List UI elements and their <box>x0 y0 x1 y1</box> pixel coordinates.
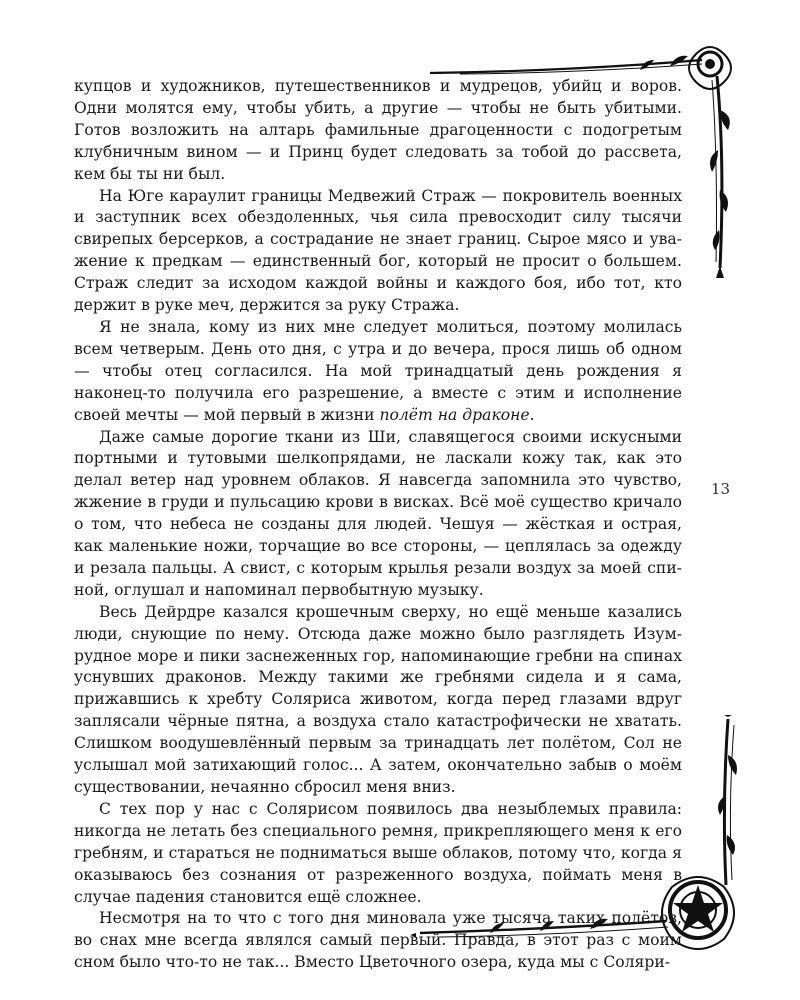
text-run: С тех пор у нас с Солярисом появилось два незыблемых правила: никогда не летать без специального ремня, прикрепляющего меня к его гребням, и стараться не подниматься выше облаков, потому что, когда я оказываюсь без сознания от разреженного воздуха, поймать меня в случае падения становится ещё сложнее. <box>74 799 682 906</box>
paragraph <box>74 602 682 799</box>
paragraph <box>74 317 682 427</box>
paragraph <box>74 427 682 602</box>
paragraph <box>74 908 682 974</box>
text-run: . <box>529 405 535 424</box>
paragraph <box>74 186 682 317</box>
text-run: Я не знала, кому из них мне следует молиться, поэтому молилась всем четверым. День ото дня, с утра и до вечера, прося лишь об одном — чтобы отец согласился. На мой тринадцатый день рождения я наконец-то получила его разрешение, а вместе с этим и исполнение своей мечты — мой первый в жизни <box>74 317 682 424</box>
paragraph <box>74 76 682 186</box>
italic-text: полёт на драконе <box>379 405 530 424</box>
text-run: На Юге караулит границы Медвежий Страж — покровитель военных и заступник всех обездоленных, чья сила превосходит силу тысячи свирепых берсерков, а сострадание не знает границ. Сырое мясо и уважение к предкам — единственный бог, который не просит о большем. Страж следит за исходом каждой войны и каждого боя, ибо тот, кто держит в руке меч, держится за руку Стража. <box>74 186 682 315</box>
page-number: 13 <box>711 480 731 498</box>
paragraph <box>74 799 682 909</box>
text-run: Весь Дейрдре казался крошечным сверху, но ещё меньше казались люди, снующие по нему. Отсюда даже можно было разглядеть Изумрудное море и пики заснеженных гор, напоминающие гребни на спинах уснувших драконов. Между такими же гребнями сидела и я сама, прижавшись к хребту Соляриса животом, когда перед глазами вдруг заплясали чёрные пятна, а воздуха стало катастрофически не хватать. Слишком воодушевлённый первым за тринадцать лет полётом, Сол не услышал мой затихающий голос... А затем, окончательно забыв о моём существовании, нечаянно сбросил меня вниз. <box>74 602 682 796</box>
text-run: Несмотря на то что с того дня миновала уже тысяча таких полётов, во снах мне всегда являлся самый первый. Правда, в этот раз с моим сном было что-то не так... Вместо Цветочного озера, куда мы с Соляри- <box>74 909 682 972</box>
text-run: Даже самые дорогие ткани из Ши, славящегося своими искусными портными и тутовыми шелкопрядами, не ласкали кожу так, как это делал ветер над уровнем облаков. Я навсегда запомнила это чувство, жжение в груди и пульсацию крови в висках. Всё моё существо кричало о том, что небеса не созданы для людей. Чешуя — жёсткая и острая, как маленькие ножи, торчащие во все стороны, — цеплялась за одежду и резала пальцы. А свист, с которым крылья резали воздух за моей спиной, оглушал и напоминал первобытную музыку. <box>74 427 682 599</box>
body-text <box>74 76 682 974</box>
text-run: купцов и художников, путешественников и мудрецов, убийц и воров. Одни молятся ему, чтобы убить, а другие — чтобы не быть убитыми. Готов возложить на алтарь фамильные драгоценности с подогретым клубничным вином — и Принц будет следовать за тобой до рассвета, кем бы ты ни был. <box>74 77 682 183</box>
